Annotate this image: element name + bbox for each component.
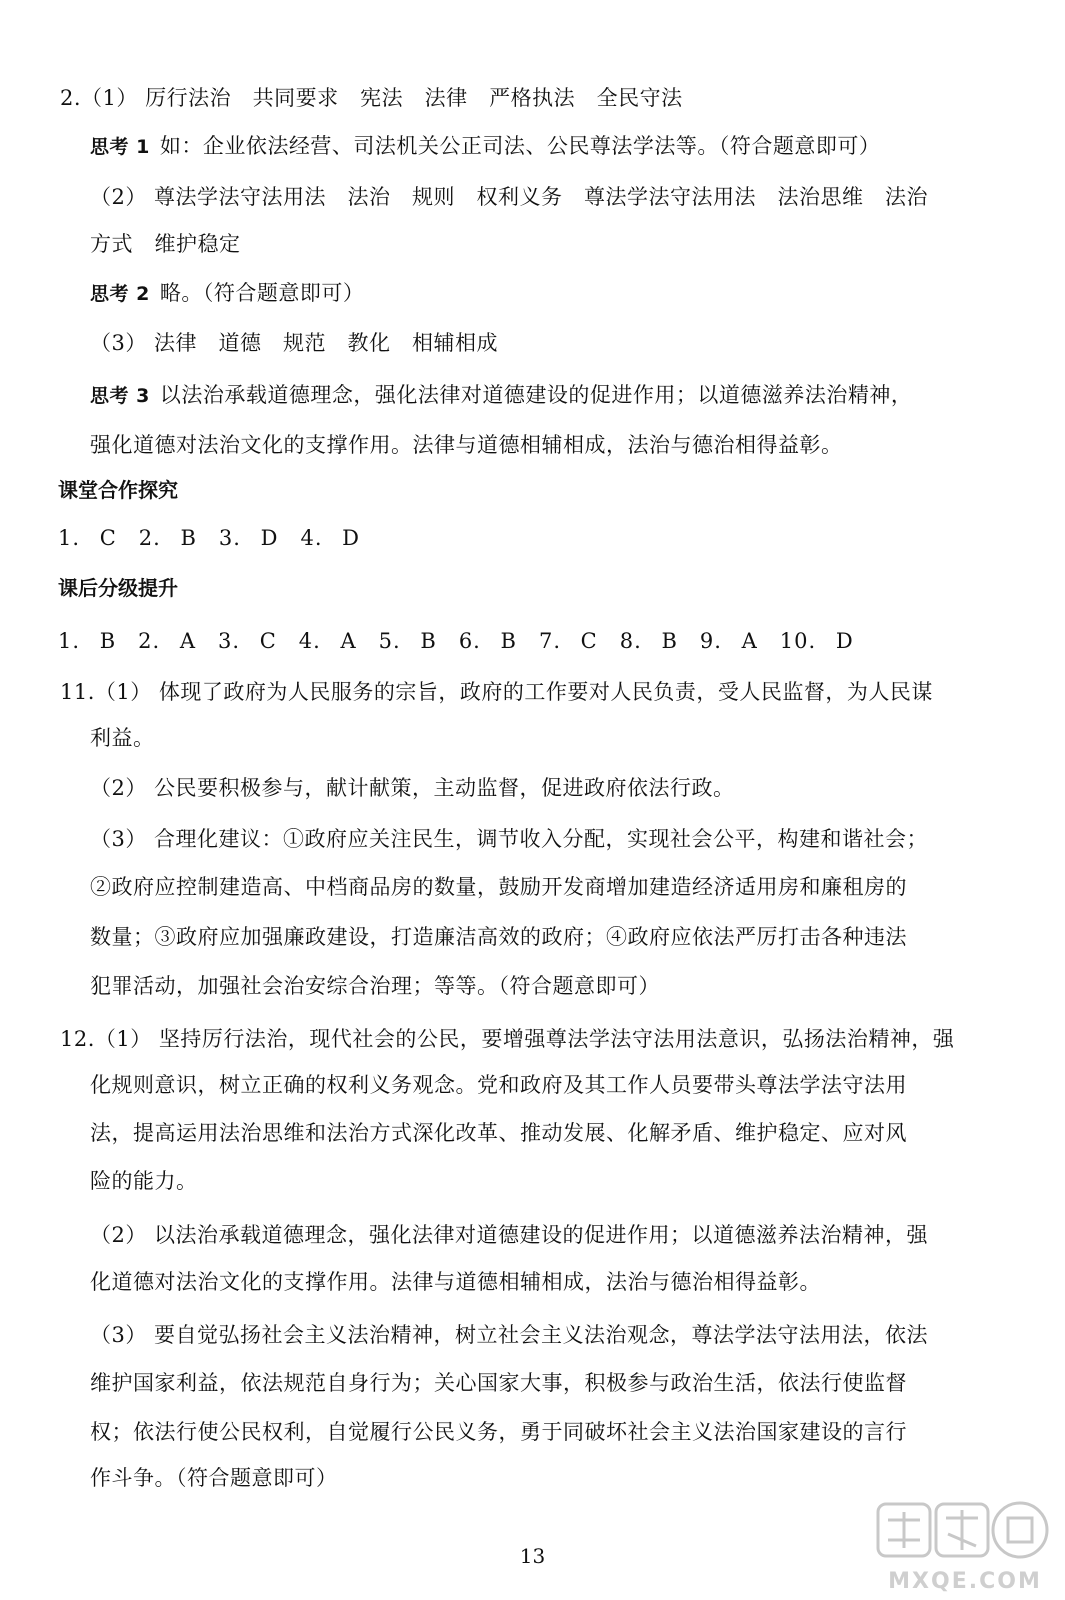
think3-line2: 强化道德对法治文化的支撑作用。法律与道德相辅相成，法治与德治相得益彰。 [90,433,843,457]
q2-part2-line2: 方式 维护稳定 [90,232,241,256]
section-answers-after-class: 1. B 2. A 3. C 4. A 5. B 6. B 7. C 8. B 9. A 10. D [58,629,854,653]
think1-text: 如：企业依法经营、司法机关公正司法、公民尊法学法等。（符合题意即可） [159,134,881,158]
watermark-logo [870,1498,1060,1598]
q12-line: 12.（1） 坚持厉行法治，现代社会的公民，要增强尊法学法守法用法意识，弘扬法治精神，强 [60,1027,955,1051]
q2-part1: 2.（1） 厉行法治 共同要求 宪法 法律 严格执法 全民守法 [60,86,683,110]
q12-line: （2） 以法治承载道德理念，强化法律对道德建设的促进作用；以道德滋养法治精神，强 [90,1223,929,1247]
think1-label: 思考 1 [90,136,150,158]
q11-line: （3） 合理化建议：①政府应关注民生，调节收入分配，实现社会公平，构建和谐社会； [90,827,929,851]
q12-line: 维护国家利益，依法规范自身行为；关心国家大事，积极参与政治生活，依法行使监督 [90,1371,907,1395]
q12-line: 法，提高运用法治思维和法治方式深化改革、推动发展、化解矛盾、维护稳定、应对风 [90,1121,907,1145]
q11-line: 数量；③政府应加强廉政建设，打造廉洁高效的政府；④政府应依法严厉打击各种违法 [90,925,907,949]
think3-text: 以法治承载道德理念，强化法律对道德建设的促进作用；以道德滋养法治精神， [159,383,913,407]
q11-line: 利益。 [90,726,155,750]
q11-line: 11.（1） 体现了政府为人民服务的宗旨，政府的工作要对人民负责，受人民监督，为人民谋 [60,680,933,704]
section-heading-after-class: 课后分级提升 [58,576,178,600]
page-number: 13 [519,1544,546,1568]
q11-line: 犯罪活动，加强社会治安综合治理；等等。（符合题意即可） [90,974,660,998]
think2-label: 思考 2 [90,283,150,305]
q2-part2-line1: （2） 尊法学法守法用法 法治 规则 权利义务 尊法学法守法用法 法治思维 法治 [90,185,929,209]
think1-line [90,131,880,162]
q12-line: 化规则意识，树立正确的权利义务观念。党和政府及其工作人员要带头尊法学法守法用 [90,1073,907,1097]
q12-line: 险的能力。 [90,1169,198,1193]
q12-line: （3） 要自觉弘扬社会主义法治精神，树立社会主义法治观念，尊法学法守法用法，依法 [90,1323,929,1347]
q12-line: 权；依法行使公民权利，自觉履行公民义务，勇于同破坏社会主义法治国家建设的言行 [90,1420,907,1444]
q12-line: 作斗争。（符合题意即可） [90,1466,338,1490]
q11-line: ②政府应控制建造高、中档商品房的数量，鼓励开发商增加建造经济适用房和廉租房的 [90,875,907,899]
think3-line1 [90,380,912,411]
q12-line: 化道德对法治文化的支撑作用。法律与道德相辅相成，法治与德治相得益彰。 [90,1270,821,1294]
section-answers-classroom: 1. C 2. B 3. D 4. D [58,526,361,550]
think2-line [90,278,364,309]
q2-part3: （3） 法律 道德 规范 教化 相辅相成 [90,331,499,355]
think3-label: 思考 3 [90,385,150,407]
q11-line: （2） 公民要积极参与，献计献策，主动监督，促进政府依法行政。 [90,776,735,800]
section-heading-classroom: 课堂合作探究 [58,478,178,502]
svg-text:MXQE.COM: MXQE.COM [888,1569,1042,1594]
think2-text: 略。（符合题意即可） [159,281,365,305]
